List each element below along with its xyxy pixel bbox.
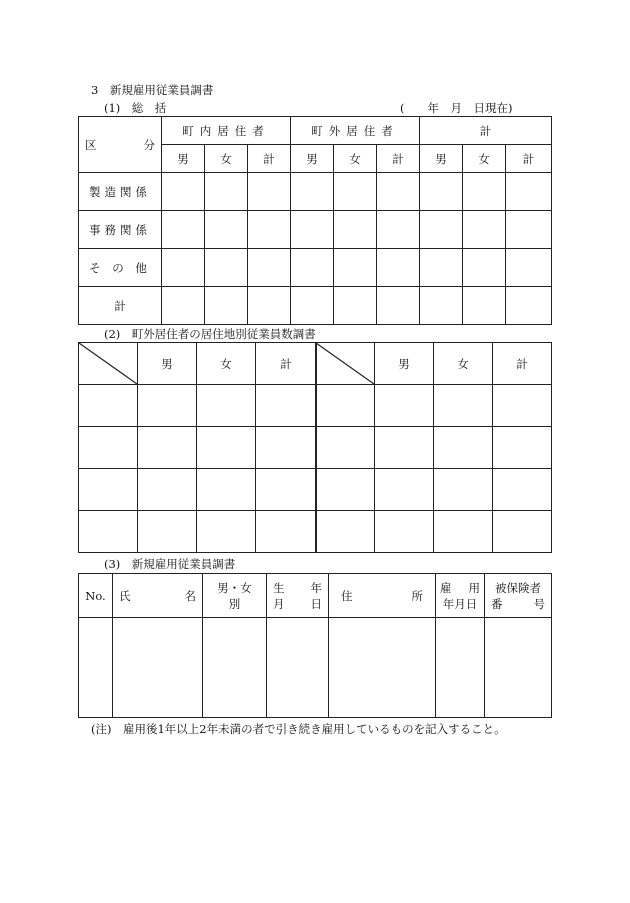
- data-cell[interactable]: [248, 249, 291, 287]
- row-label: そ の 他: [79, 249, 162, 287]
- col-hire-date: 雇 用 年月日: [436, 574, 485, 618]
- data-cell[interactable]: [329, 618, 436, 718]
- data-cell[interactable]: [248, 211, 291, 249]
- left-header: 計: [256, 343, 317, 385]
- data-cell[interactable]: [493, 469, 552, 511]
- data-cell[interactable]: [463, 249, 506, 287]
- sub-header: 女: [205, 145, 248, 173]
- data-cell[interactable]: [334, 173, 377, 211]
- data-cell[interactable]: [493, 427, 552, 469]
- data-cell[interactable]: [256, 469, 317, 511]
- data-cell[interactable]: [434, 469, 493, 511]
- data-cell[interactable]: [162, 249, 205, 287]
- data-cell[interactable]: [377, 287, 420, 325]
- right-header: 計: [493, 343, 552, 385]
- data-cell[interactable]: [113, 618, 203, 718]
- col-address: 住 所: [329, 574, 436, 618]
- data-cell[interactable]: [205, 249, 248, 287]
- data-cell[interactable]: [463, 173, 506, 211]
- diagonal-line: [79, 343, 137, 384]
- data-cell[interactable]: [377, 249, 420, 287]
- summary-table: [78, 116, 552, 325]
- data-cell[interactable]: [420, 211, 463, 249]
- residence-table-right: [315, 342, 552, 553]
- data-cell[interactable]: [138, 469, 197, 511]
- data-cell[interactable]: [205, 287, 248, 325]
- data-cell[interactable]: [375, 469, 434, 511]
- data-cell[interactable]: [79, 385, 138, 427]
- sub-header: 男: [162, 145, 205, 173]
- data-cell[interactable]: [205, 211, 248, 249]
- diagonal-header-cell: [79, 343, 138, 385]
- date-note: ( 年 月 日現在): [400, 101, 513, 115]
- new-employees-table: [78, 573, 552, 718]
- data-cell[interactable]: [79, 427, 138, 469]
- kubun-header: 区 分: [79, 117, 162, 173]
- data-cell[interactable]: [291, 211, 334, 249]
- left-header: 男: [138, 343, 197, 385]
- footnote: (注) 雇用後1年以上2年未満の者で引き続き雇用しているものを記入すること。: [91, 722, 506, 736]
- data-cell[interactable]: [506, 211, 552, 249]
- data-cell[interactable]: [420, 249, 463, 287]
- sub-header: 計: [506, 145, 552, 173]
- data-cell[interactable]: [377, 173, 420, 211]
- row-label: 計: [79, 287, 162, 325]
- data-cell[interactable]: [162, 287, 205, 325]
- data-cell[interactable]: [291, 287, 334, 325]
- data-cell[interactable]: [436, 618, 485, 718]
- data-cell[interactable]: [463, 287, 506, 325]
- data-cell[interactable]: [162, 211, 205, 249]
- data-cell[interactable]: [375, 385, 434, 427]
- data-cell[interactable]: [291, 249, 334, 287]
- sub-header: 計: [377, 145, 420, 173]
- data-cell[interactable]: [316, 385, 375, 427]
- data-cell[interactable]: [291, 173, 334, 211]
- data-cell[interactable]: [485, 618, 552, 718]
- page-heading: 3 新規雇用従業員調書: [91, 83, 214, 97]
- row-label: 事務関係: [79, 211, 162, 249]
- section2-label: (2) 町外居住者の居住地別従業員数調書: [104, 327, 316, 341]
- data-cell[interactable]: [197, 511, 256, 553]
- data-cell[interactable]: [197, 469, 256, 511]
- group-header-outside: 町外居住者: [291, 117, 420, 145]
- data-cell[interactable]: [506, 287, 552, 325]
- data-cell[interactable]: [316, 469, 375, 511]
- section1-label: (1) 総 括: [104, 101, 167, 115]
- data-cell[interactable]: [434, 511, 493, 553]
- diagonal-header-cell: [316, 343, 375, 385]
- data-cell[interactable]: [138, 427, 197, 469]
- data-cell[interactable]: [334, 287, 377, 325]
- col-insured-number: 被保険者 番 号: [485, 574, 552, 618]
- group-header-total: 計: [420, 117, 552, 145]
- data-cell[interactable]: [79, 511, 138, 553]
- col-no: No.: [79, 574, 113, 618]
- row-label: 製造関係: [79, 173, 162, 211]
- data-cell[interactable]: [162, 173, 205, 211]
- col-sex: 男・女 別: [203, 574, 267, 618]
- data-cell[interactable]: [375, 427, 434, 469]
- data-cell[interactable]: [316, 427, 375, 469]
- data-cell[interactable]: [203, 618, 267, 718]
- data-cell[interactable]: [506, 173, 552, 211]
- right-header: 女: [434, 343, 493, 385]
- data-cell[interactable]: [256, 511, 317, 553]
- data-cell[interactable]: [434, 427, 493, 469]
- sub-header: 女: [463, 145, 506, 173]
- data-cell[interactable]: [463, 211, 506, 249]
- data-cell[interactable]: [434, 385, 493, 427]
- sub-header: 計: [248, 145, 291, 173]
- right-header: 男: [375, 343, 434, 385]
- group-header-town: 町内居住者: [162, 117, 291, 145]
- data-cell[interactable]: [334, 249, 377, 287]
- data-cell[interactable]: [334, 211, 377, 249]
- data-cell[interactable]: [256, 427, 317, 469]
- data-cell[interactable]: [493, 511, 552, 553]
- data-cell[interactable]: [197, 385, 256, 427]
- col-birthdate: 生 年 月 日: [267, 574, 329, 618]
- data-cell[interactable]: [377, 211, 420, 249]
- data-cell[interactable]: [316, 511, 375, 553]
- diagonal-line: [316, 343, 374, 384]
- data-cell[interactable]: [256, 385, 317, 427]
- left-header: 女: [197, 343, 256, 385]
- sub-header: 女: [334, 145, 377, 173]
- data-cell[interactable]: [248, 173, 291, 211]
- data-cell[interactable]: [79, 618, 113, 718]
- data-cell[interactable]: [420, 173, 463, 211]
- section3-label: (3) 新規雇用従業員調書: [104, 557, 236, 571]
- data-cell[interactable]: [493, 385, 552, 427]
- data-cell[interactable]: [248, 287, 291, 325]
- data-cell[interactable]: [205, 173, 248, 211]
- data-cell[interactable]: [138, 511, 197, 553]
- data-cell[interactable]: [79, 469, 138, 511]
- data-cell[interactable]: [197, 427, 256, 469]
- col-name: 氏 名: [113, 574, 203, 618]
- data-cell[interactable]: [375, 511, 434, 553]
- data-cell[interactable]: [138, 385, 197, 427]
- sub-header: 男: [420, 145, 463, 173]
- residence-table-left: [78, 342, 317, 553]
- sub-header: 男: [291, 145, 334, 173]
- data-cell[interactable]: [506, 249, 552, 287]
- data-cell[interactable]: [420, 287, 463, 325]
- data-cell[interactable]: [267, 618, 329, 718]
